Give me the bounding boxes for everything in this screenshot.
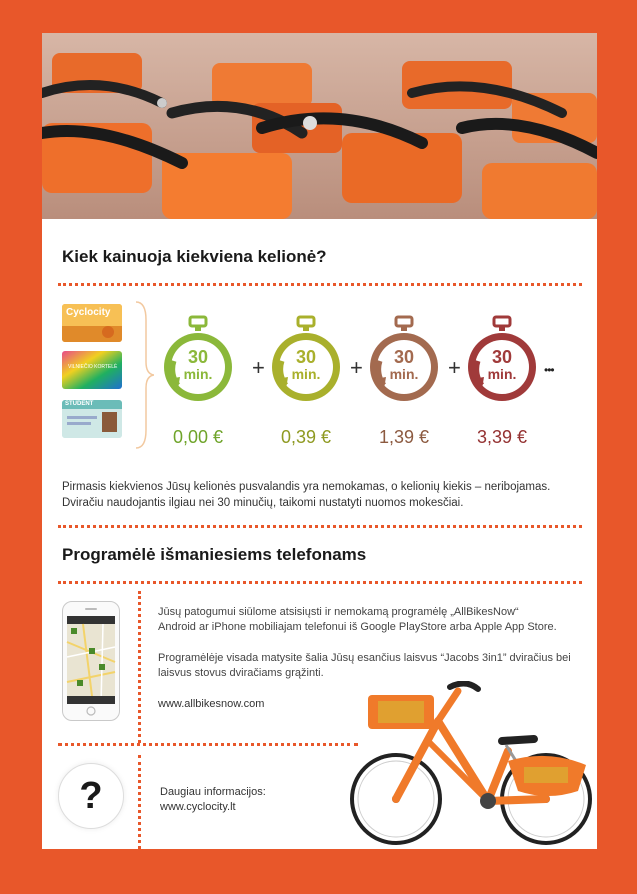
- divider: [58, 743, 358, 746]
- timer-third-number: 30: [393, 347, 415, 367]
- pricing-paragraph-line1: Pirmasis kiekvienos Jūsų kelionės pusvalandis yra nemokamas, o kelionių kiekis – neribojamas.: [62, 481, 551, 493]
- allbikesnow-link[interactable]: www.allbikesnow.com: [158, 698, 265, 710]
- plus-sign: +: [350, 355, 363, 380]
- bike-illustration: [338, 681, 597, 849]
- divider: [58, 283, 582, 286]
- info-label: Daugiau informacijos:: [160, 786, 266, 798]
- timer-second: [268, 315, 344, 411]
- transport-card-icon: [62, 351, 122, 389]
- timer-fourth-unit: min.: [487, 366, 517, 382]
- timer-third-unit: min.: [389, 366, 419, 382]
- app-description: [158, 605, 578, 635]
- app-line3: Programėlėje visada matysite šalia Jūsų esančius laisvus “Jacobs 3in1” dviračius bei: [158, 652, 571, 664]
- pricing-heading: Kiek kainuoja kiekviena kelionė?: [62, 247, 327, 266]
- bikes-hero-photo: [42, 33, 597, 219]
- timer-free-number: 30: [187, 347, 209, 367]
- price-fourth: 3,39 €: [476, 427, 528, 447]
- transport-card-label: VILNIEČIO KORTELĖ: [68, 364, 118, 370]
- timer-second-unit: min.: [291, 366, 321, 382]
- timer-free-unit: min.: [183, 366, 213, 382]
- price-third: 1,39 €: [378, 427, 430, 447]
- timer-fourth-number: 30: [491, 347, 513, 367]
- vertical-divider: [138, 755, 141, 849]
- timer-third: [366, 315, 442, 411]
- app-line2: Android ar iPhone mobiliajam telefonui iš Google PlayStore arba Apple App Store.: [158, 621, 557, 633]
- bracket-icon: [134, 300, 154, 450]
- app-line1: Jūsų patogumui siūlome atsisiųsti ir nemokamą programėlę „AllBikesNow“: [158, 606, 519, 618]
- plus-sign: +: [448, 355, 461, 380]
- vertical-divider: [138, 591, 141, 743]
- timer-free: [160, 315, 236, 411]
- leaflet-page: [42, 33, 597, 849]
- cyclocity-link[interactable]: www.cyclocity.lt: [160, 801, 236, 813]
- timer-second-number: 30: [295, 347, 317, 367]
- pricing-paragraph-line2: Dviračiu naudojantis ilgiau nei 30 minučių, taikomi nustatyti nuomos mokesčiai.: [62, 497, 464, 509]
- app-line4: laisvus stovus dviračiams grąžinti.: [158, 667, 324, 679]
- app-description-2: [158, 651, 588, 681]
- cyclocity-card-label: Cyclocity: [66, 307, 111, 318]
- timer-fourth: [464, 315, 540, 411]
- info-block: [160, 785, 266, 815]
- smartphone-icon: [62, 601, 120, 721]
- plus-sign: +: [252, 355, 265, 380]
- divider: [58, 525, 582, 528]
- student-card-label: STUDENT: [65, 401, 94, 407]
- price-free: 0,00 €: [172, 427, 224, 447]
- ellipsis: •••: [544, 363, 554, 377]
- pricing-paragraph: [62, 479, 582, 511]
- divider: [58, 581, 582, 584]
- question-icon: ?: [58, 763, 124, 829]
- app-heading: Programėlė išmaniesiems telefonams: [62, 545, 367, 564]
- price-second: 0,39 €: [280, 427, 332, 447]
